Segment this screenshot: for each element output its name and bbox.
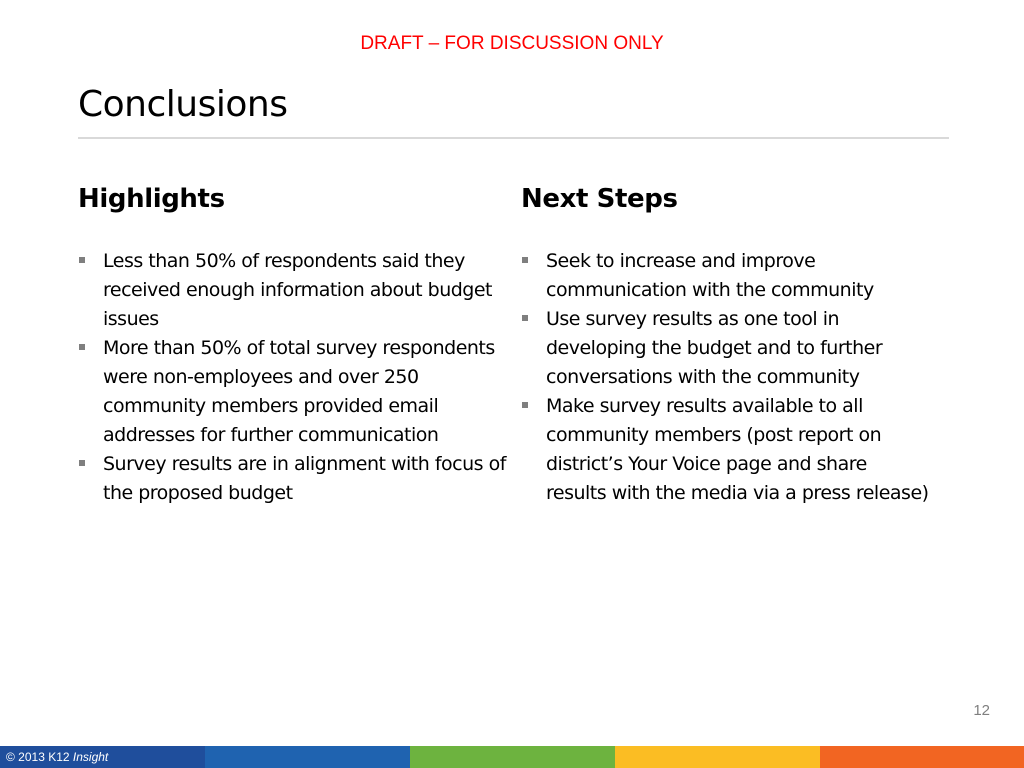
list-item <box>521 305 931 392</box>
list-item <box>78 334 508 450</box>
page-number: 12 <box>973 702 990 719</box>
list-item-text: Survey results are in alignment with focus of the proposed budget <box>103 453 506 504</box>
square-bullet-icon <box>522 257 528 263</box>
copyright-prefix: © 2013 K12 <box>6 750 73 764</box>
square-bullet-icon <box>79 257 85 263</box>
footer-color-segment <box>205 746 410 768</box>
list-item <box>78 450 508 508</box>
draft-label: DRAFT – FOR DISCUSSION ONLY <box>360 33 664 54</box>
list-item <box>78 247 508 334</box>
footer-color-segment <box>615 746 820 768</box>
square-bullet-icon <box>79 460 85 466</box>
title-divider <box>78 137 949 139</box>
list-item-text: Seek to increase and improve communication with the community <box>546 250 874 301</box>
list-item <box>521 392 931 508</box>
footer-color-segment <box>820 746 1024 768</box>
footer-color-segment <box>410 746 615 768</box>
list-item <box>521 247 931 305</box>
copyright-brand: Insight <box>72 750 109 764</box>
highlights-heading: Highlights <box>78 184 225 214</box>
next-steps-heading: Next Steps <box>521 184 678 214</box>
square-bullet-icon <box>522 315 528 321</box>
next-steps-list <box>521 247 931 508</box>
square-bullet-icon <box>79 344 85 350</box>
list-item-text: Less than 50% of respondents said they received enough information about budget issues <box>103 250 492 330</box>
list-item-text: Make survey results available to all community members (post report on district’s Your Voice page and share results with the media via a press release) <box>546 395 929 504</box>
footer-bar <box>0 746 1024 768</box>
square-bullet-icon <box>522 402 528 408</box>
list-item-text: More than 50% of total survey respondents were non-employees and over 250 community members provided email addresses for further communication <box>103 337 495 446</box>
highlights-column <box>78 184 508 508</box>
next-steps-column <box>521 184 931 508</box>
highlights-list <box>78 247 508 508</box>
copyright-notice <box>0 746 205 768</box>
page-title: Conclusions <box>78 84 288 125</box>
list-item-text: Use survey results as one tool in developing the budget and to further conversations with the community <box>546 308 883 388</box>
